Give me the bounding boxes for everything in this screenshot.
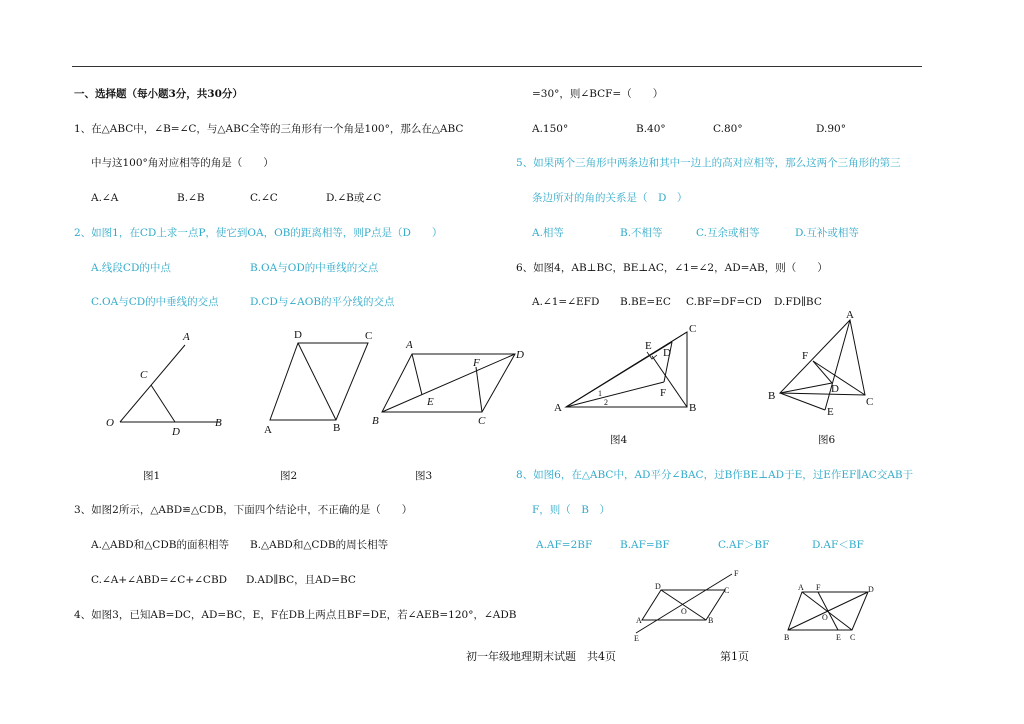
fig7-label-a: A [636, 616, 642, 625]
fig7-label-d: D [655, 582, 661, 591]
q5-option-d: D.互补或相等 [795, 227, 859, 239]
figure-8 [780, 580, 880, 645]
fig4-label-b: B [689, 402, 697, 414]
fig8-label-b: B [784, 633, 790, 642]
q6-option-a: A.∠1=∠EFD [532, 296, 600, 308]
fig4-label-c: C [689, 323, 697, 335]
section-heading: 一、选择题（每小题3分，共30分） [74, 88, 243, 100]
fig8-label-a: A [798, 583, 804, 592]
figure-3 [370, 332, 535, 432]
fig8-label-f: F [816, 583, 821, 592]
q2-option-b: B.OA与OD的中垂线的交点 [250, 262, 379, 274]
fig3-label-b: B [372, 415, 379, 427]
fig1-label-b: B [215, 417, 222, 429]
fig2-label-d: D [294, 329, 302, 341]
q6-option-d: D.FD∥BC [774, 296, 822, 308]
fig4-label-e: E [645, 340, 652, 352]
q6-line1: 6、如图4，AB⊥BC，BE⊥AC，∠1=∠2，AD=AB，则（ ） [516, 262, 828, 274]
q8-option-c: C.AF＞BF [718, 539, 770, 551]
q4-option-d: D.90° [816, 123, 846, 135]
footer-title: 初一年级地理期末试题 共4页 [466, 650, 616, 663]
q8-line1: 8、如图6，在△ABC中，AD平分∠BAC，过B作BE⊥AD于E，过E作EF∥AC交AB于 [516, 469, 914, 481]
fig4-label-1: 1 [598, 389, 602, 398]
footer-page: 第1页 [720, 650, 749, 663]
q3-line1: 3、如图2所示，△ABD≌△CDB，下面四个结论中，不正确的是（ ） [74, 504, 413, 516]
fig4-caption: 图4 [610, 434, 628, 446]
q5-line2: 条边所对的角的关系是（ D ） [532, 192, 688, 204]
q3-option-b: B.△ABD和△CDB的周长相等 [250, 539, 389, 551]
q6-option-c: C.BF=DF=CD [686, 296, 762, 308]
q1-option-a: A.∠A [91, 192, 119, 204]
q2-option-a: A.线段CD的中点 [91, 262, 171, 274]
fig3-label-c: C [478, 415, 486, 427]
fig8-label-o: O [822, 613, 828, 622]
q5-option-b: B.不相等 [620, 227, 663, 239]
fig3-label-e: E [427, 396, 434, 408]
q3-option-d: D.AD∥BC，且AD=BC [246, 574, 356, 586]
fig2-caption: 图2 [280, 470, 298, 482]
fig7-label-e: E [634, 634, 639, 643]
q4-line2: =30°，则∠BCF=（ ） [532, 88, 664, 100]
figure-7 [628, 565, 746, 645]
q8-line2: F，则（ B ） [532, 504, 611, 516]
fig7-label-f: F [734, 569, 739, 578]
fig4-label-f: F [660, 387, 667, 399]
q4-option-a: A.150° [532, 123, 569, 135]
q2-option-c: C.OA与CD的中垂线的交点 [91, 296, 219, 308]
q2-option-d: D.CD与∠AOB的平分线的交点 [250, 296, 395, 308]
fig8-label-c: C [850, 633, 856, 642]
q4-option-c: C.80° [713, 123, 743, 135]
fig3-label-d: D [516, 349, 524, 361]
q4-option-b: B.40° [636, 123, 666, 135]
fig4-label-a: A [554, 402, 562, 414]
q8-option-a: A.AF=2BF [536, 539, 593, 551]
fig7-label-o: O [681, 607, 687, 616]
figure-1 [100, 325, 235, 440]
q5-option-c: C.互余或相等 [696, 227, 760, 239]
q6-option-b: B.BE=EC [620, 296, 671, 308]
q1-option-c: C.∠C [250, 192, 278, 204]
fig4-label-2: 2 [604, 398, 608, 407]
fig6-label-e: E [827, 406, 834, 418]
header-rule [72, 66, 922, 67]
q8-option-d: D.AF＜BF [812, 539, 864, 551]
fig1-label-c: C [140, 369, 148, 381]
fig7-label-c: C [724, 586, 730, 595]
fig3-label-f: F [473, 357, 480, 369]
figure-2 [258, 325, 383, 440]
fig3-caption: 图3 [415, 470, 433, 482]
figure-4 [548, 320, 708, 420]
fig6-caption: 图6 [818, 434, 836, 446]
fig2-label-a: A [264, 424, 272, 436]
q1-line1: 1、在△ABC中，∠B=∠C，与△ABC全等的三角形有一个角是100°，那么在△ABC [74, 123, 464, 135]
fig6-label-f: F [802, 350, 809, 362]
q3-option-c: C.∠A+∠ABD=∠C+∠CBD [91, 574, 228, 586]
fig7-label-b: B [708, 616, 714, 625]
q5-option-a: A.相等 [532, 227, 564, 239]
fig1-label-o: O [106, 417, 114, 429]
fig6-label-d: D [831, 383, 839, 395]
figure-6 [765, 308, 885, 423]
fig8-label-e: E [836, 633, 841, 642]
q1-line2: 中与这100°角对应相等的角是（ ） [91, 157, 274, 169]
fig6-label-b: B [768, 390, 776, 402]
q1-option-b: B.∠B [177, 192, 205, 204]
q5-line1: 5、如果两个三角形中两条边和其中一边上的高对应相等，那么这两个三角形的第三 [516, 157, 901, 169]
fig2-label-b: B [333, 422, 341, 434]
fig8-label-d: D [868, 585, 874, 594]
q8-option-b: B.AF=BF [620, 539, 670, 551]
fig3-label-a: A [406, 339, 413, 351]
q3-option-a: A.△ABD和△CDB的面积相等 [91, 539, 229, 551]
fig2-label-c: C [365, 330, 373, 342]
q1-option-d: D.∠B或∠C [326, 192, 382, 204]
fig1-caption: 图1 [143, 470, 161, 482]
fig1-label-a: A [183, 331, 190, 343]
fig4-label-d: D [663, 347, 671, 359]
fig6-label-c: C [866, 396, 874, 408]
fig6-label-a: A [846, 309, 854, 321]
q4-line1: 4、如图3，已知AB=DC，AD=BC，E，F在DB上两点且BF=DE，若∠AEB=120°，∠ADB [74, 609, 517, 621]
q2-line1: 2、如图1，在CD上求一点P，使它到OA，OB的距离相等，则P点是（D ） [74, 227, 443, 239]
fig1-label-d: D [172, 426, 180, 438]
